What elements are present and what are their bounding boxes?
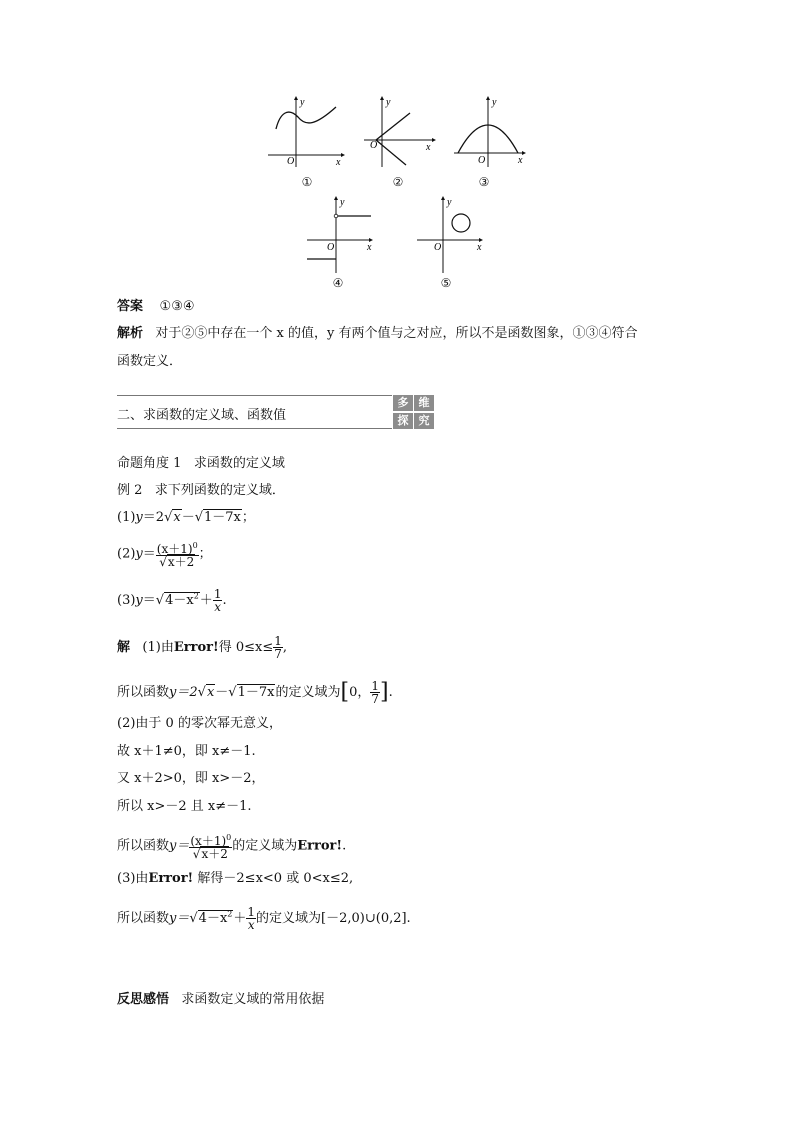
s2-den-text: x＋2 <box>201 847 228 861</box>
s2a: (2)由于 0 的零次幂无意义， <box>117 716 282 731</box>
figure-2-y: y <box>386 97 391 108</box>
figure-2-label: ② <box>392 175 404 189</box>
s1-rad-1: x <box>206 685 215 700</box>
s3b: 解得－2≤x<0 或 0<x≤2, <box>197 871 354 886</box>
s1-minus: － <box>215 685 229 700</box>
s2d: 所以 x>－2 且 x≠－1. <box>117 799 252 814</box>
badge-char-4: 究 <box>414 413 434 429</box>
figure-1-label: ① <box>301 175 313 189</box>
q1-eq: ＝2 <box>142 510 165 525</box>
s3-fraction <box>246 906 256 931</box>
q1-rad-2: 1－7x <box>204 510 241 525</box>
solution-2c <box>117 771 265 787</box>
s1c: 所以函数 <box>117 685 170 700</box>
figure-5 <box>415 195 495 275</box>
q3-y: y <box>135 593 143 608</box>
s2-denominator: √x＋2 <box>192 847 228 861</box>
figure-1-x: x <box>336 157 341 168</box>
s3-rad-text: 4－x <box>198 911 228 926</box>
figure-4-origin: O <box>327 242 335 253</box>
q3-eq: ＝ <box>142 593 156 608</box>
s1-range-den: 7 <box>371 692 379 706</box>
analysis-label: 解析 <box>117 326 144 341</box>
section-badge <box>392 395 434 429</box>
section-header <box>117 395 392 429</box>
q2-numer-text: (x＋1) <box>156 542 193 556</box>
s2-fraction <box>189 832 232 860</box>
solution-1b <box>117 680 393 705</box>
s1-end: , <box>282 640 287 655</box>
s1-range-fraction <box>370 680 380 705</box>
s1-sqrt-sign-2: √ <box>228 685 237 700</box>
reflection-line <box>117 992 324 1008</box>
figure-4-y: y <box>340 197 345 208</box>
figure-2-x: x <box>426 142 431 153</box>
q2-fraction <box>156 540 199 568</box>
q3-fraction <box>213 588 223 613</box>
answer-label: 答案 <box>117 299 144 314</box>
s3-frac-den: x <box>247 918 255 932</box>
q1-sqrt-sign-2: √ <box>194 510 204 525</box>
s2-exponent: 0 <box>226 833 232 842</box>
figure-3-origin: O <box>478 155 486 166</box>
example-text: 求下列函数的定义域． <box>154 483 285 498</box>
q3-plus: ＋ <box>199 593 213 608</box>
figure-3-label: ③ <box>478 175 490 189</box>
figure-4-x: x <box>367 242 372 253</box>
s2b: 故 x＋1≠0，即 x≠－1. <box>117 744 256 759</box>
s2c: 又 x＋2>0，即 x>－2， <box>117 771 265 786</box>
solution-2d <box>117 799 252 815</box>
s2-eq: y＝ <box>169 838 190 854</box>
q1-num: (1) <box>117 510 136 525</box>
question-1 <box>117 510 255 526</box>
analysis-line-2 <box>117 354 182 370</box>
solution-2e <box>117 832 346 860</box>
topic-line <box>117 456 285 472</box>
q1-rad-1: x <box>173 510 181 525</box>
answer-value: ①③④ <box>159 299 195 314</box>
s3a: (3)由 <box>117 871 149 886</box>
figure-1 <box>266 95 346 170</box>
s1-error: Error! <box>173 640 219 655</box>
s1-dot: . <box>388 685 393 700</box>
s3-sqrt-sign: √ <box>189 911 198 926</box>
q3-frac-den: x <box>214 600 222 614</box>
s2f: 的定义域为 <box>232 838 298 854</box>
q1-end: ； <box>241 510 255 525</box>
figure-2 <box>362 95 442 170</box>
q1-sqrt-sign-1: √ <box>164 510 173 525</box>
s1-left-bracket: [ <box>340 679 350 705</box>
q1-y: y <box>135 510 143 525</box>
answer-line <box>117 299 195 315</box>
analysis-text-1: 对于②⑤中存在一个 x 的值，y 有两个值与之对应，所以不是函数图象，①③④符合 <box>155 326 638 341</box>
s1-right-bracket: ] <box>380 679 389 705</box>
topic-text: 求函数的定义域 <box>193 456 285 471</box>
q3-frac-num: 1 <box>213 587 222 601</box>
q3-end: . <box>222 593 227 608</box>
s3-frac-num: 1 <box>247 905 256 919</box>
q2-y: y <box>135 546 143 562</box>
reflection-label: 反思感悟 <box>117 992 170 1007</box>
figure-3-y: y <box>492 97 497 108</box>
s1-eq: y＝2 <box>169 685 198 700</box>
s3d: 的定义域为[－2,0)∪(0,2]. <box>256 911 411 926</box>
q2-exponent: 0 <box>192 541 198 550</box>
figure-4 <box>305 195 385 275</box>
q2-denominator: √x＋2 <box>159 555 195 569</box>
solution-1a <box>117 635 287 660</box>
figure-1-origin: O <box>287 156 295 167</box>
s2e: 所以函数 <box>117 838 170 854</box>
figure-2-origin: O <box>370 140 378 151</box>
question-2 <box>117 540 212 568</box>
q3-square: 2 <box>193 591 199 601</box>
s1-frac-den: 7 <box>274 647 282 661</box>
s1-rad-2: 1－7x <box>237 685 275 700</box>
example-line <box>117 483 285 499</box>
solution-3a <box>117 871 353 887</box>
figure-5-label: ⑤ <box>440 276 452 290</box>
s3-error: Error! <box>148 871 194 886</box>
solution-label: 解 <box>117 640 131 655</box>
s1a: (1)由 <box>142 640 174 655</box>
solution-2b <box>117 744 256 760</box>
figure-3 <box>452 95 532 170</box>
q1-minus: － <box>181 510 195 525</box>
q3-radicand <box>164 592 200 608</box>
s3-plus: ＋ <box>233 911 247 926</box>
s1d: 的定义域为 <box>275 685 341 700</box>
badge-char-2: 维 <box>414 395 434 411</box>
solution-2a <box>117 716 282 732</box>
q2-eq: ＝ <box>142 546 156 562</box>
s3c: 所以函数 <box>117 911 170 926</box>
figure-1-y: y <box>300 97 305 108</box>
s3-square: 2 <box>227 909 233 919</box>
q3-num: (3) <box>117 593 136 608</box>
q2-num: (2) <box>117 546 136 562</box>
q2-end: ； <box>198 546 212 562</box>
q3-sqrt-sign: √ <box>155 593 165 608</box>
s1-zero: 0， <box>349 685 371 700</box>
s2g: . <box>342 838 347 854</box>
section-title: 二、求函数的定义域、函数值 <box>117 408 287 423</box>
analysis-line-1 <box>117 326 638 342</box>
figure-5-origin: O <box>434 242 442 253</box>
figure-3-x: x <box>518 155 523 166</box>
solution-3b <box>117 906 411 931</box>
s3-eq: y＝ <box>169 911 190 926</box>
s1-frac-num: 1 <box>274 634 282 648</box>
s1-fraction <box>273 635 283 660</box>
s1b: 得 0≤x≤ <box>218 640 274 655</box>
question-3 <box>117 588 227 613</box>
figure-5-x: x <box>477 242 482 253</box>
s2-numer-text: (x＋1) <box>190 834 227 848</box>
topic-label: 命题角度 1 <box>117 456 182 471</box>
figure-4-label: ④ <box>332 276 344 290</box>
analysis-text-2: 函数定义． <box>117 354 183 369</box>
q2-den-text: x＋2 <box>167 555 195 569</box>
q3-rad-text: 4－x <box>165 593 194 608</box>
s3-radicand <box>198 910 234 926</box>
s2-error: Error! <box>297 838 343 854</box>
reflection-text: 求函数定义域的常用依据 <box>181 992 325 1007</box>
example-label: 例 2 <box>117 483 143 498</box>
s1-sqrt-sign-1: √ <box>197 685 206 700</box>
badge-char-3: 探 <box>393 413 413 429</box>
s1-range-num: 1 <box>371 679 379 693</box>
figure-5-y: y <box>447 197 452 208</box>
badge-char-1: 多 <box>393 395 413 411</box>
